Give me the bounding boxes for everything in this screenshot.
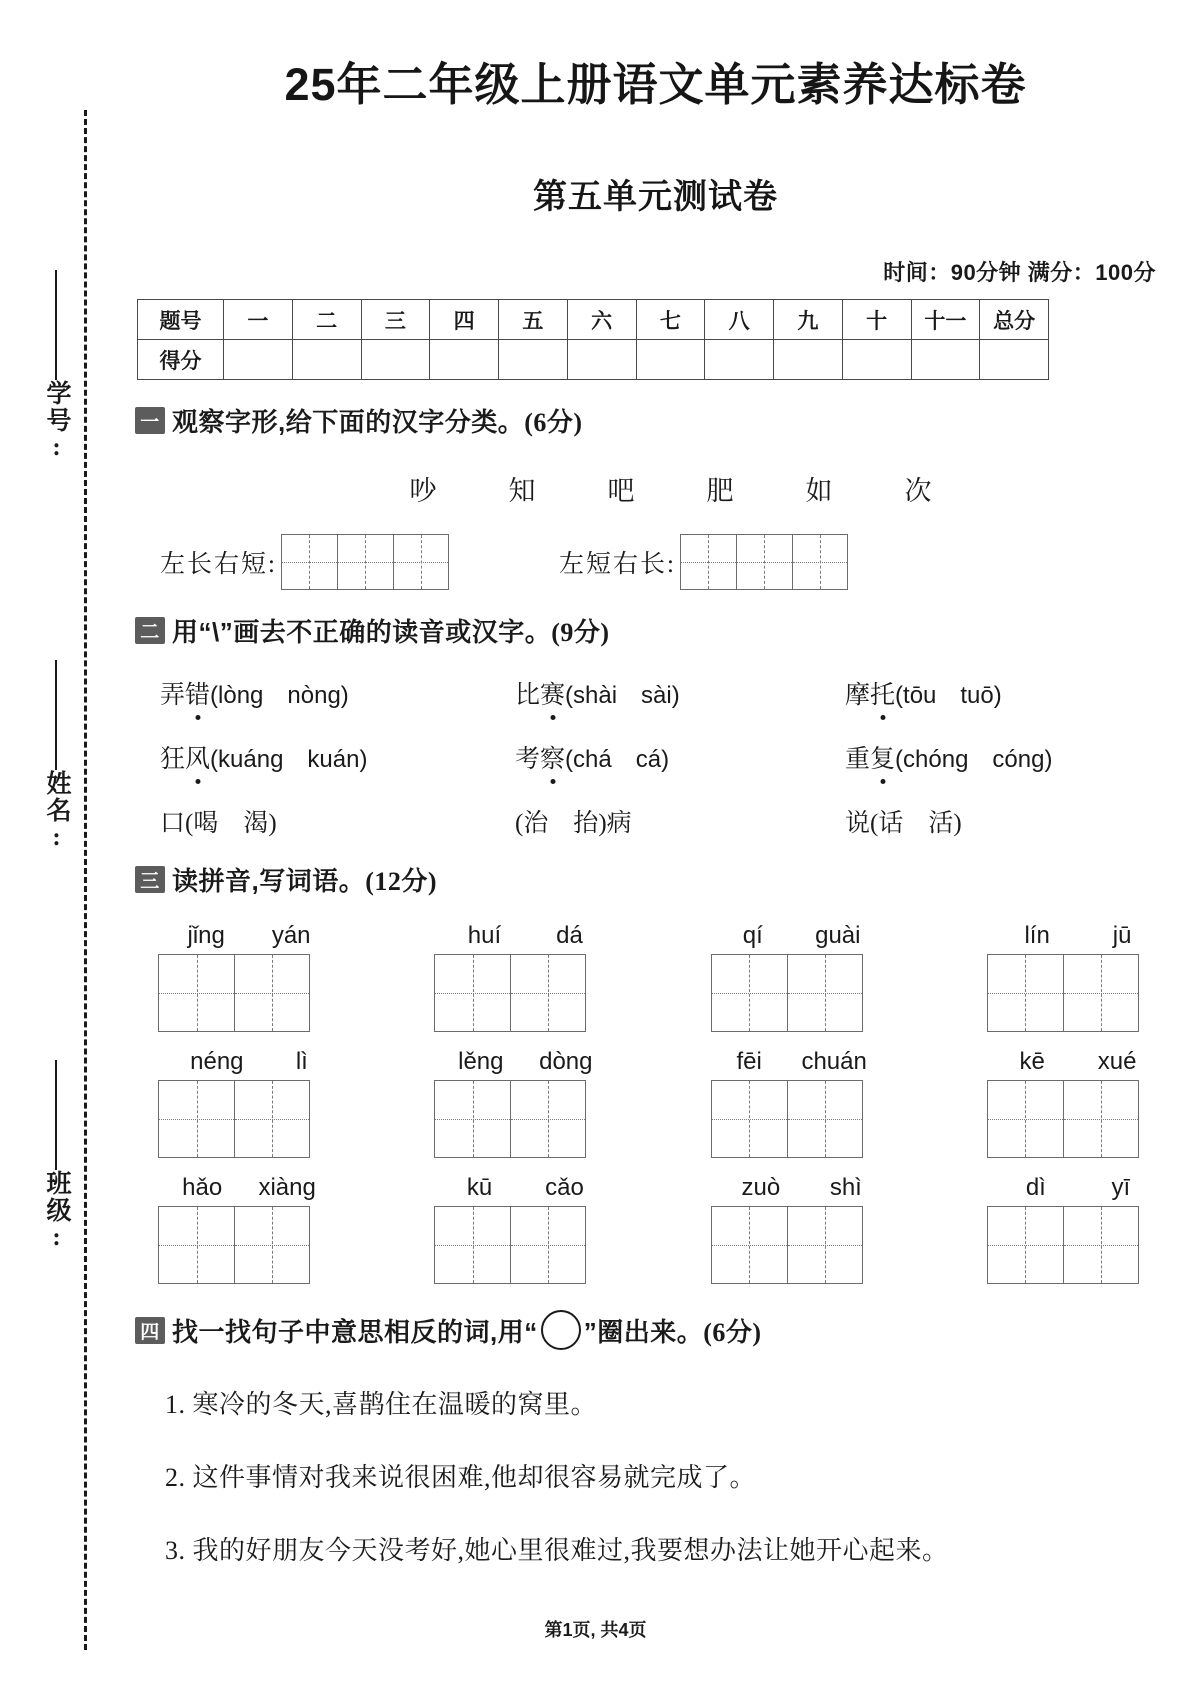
grid-cell[interactable] [1063,1080,1139,1158]
score-cell-2[interactable] [292,340,361,380]
grid-cell[interactable] [434,954,510,1032]
write-pinyin [158,1174,340,1202]
q2-word-pre: 考 [515,746,541,773]
grid-cell[interactable] [234,954,310,1032]
write-item[interactable] [711,922,893,1032]
grid-cell[interactable] [158,954,234,1032]
pinyin-syllable: cǎo [545,1174,584,1201]
grid-cell[interactable] [787,1080,863,1158]
row-label-score: 得分 [138,340,224,380]
exam-meta-info: 时间：90分钟 满分：100分 [883,260,1156,285]
q2-item[interactable] [845,803,1191,839]
write-row [120,1048,1191,1158]
student-id-write-line [55,270,57,380]
exam-page [120,0,1191,1684]
write-pinyin [711,1048,893,1076]
row-label-question-no: 题号 [138,300,224,340]
question-4-text-after: ”圈出来。 [583,1316,704,1347]
page-subtitle: 第五单元测试卷 [533,178,778,216]
q2-word-dot: 托 [870,675,895,711]
pinyin-syllable: lěng [458,1048,504,1075]
grid-cell[interactable] [234,1080,310,1158]
question-4-heading [135,1310,1191,1350]
char-item: 如 [805,476,833,506]
write-row [120,922,1191,1032]
sentence-item[interactable]: 3. 我的好朋友今天没考好,她心里很难过,我要想办法让她开心起来。 [165,1536,949,1565]
score-cell-total[interactable] [980,340,1049,380]
write-grid[interactable] [434,1080,616,1158]
grid-cell[interactable] [711,1206,787,1284]
write-pinyin [711,1174,893,1202]
question-3-points: (12分) [365,867,438,896]
score-cell-3[interactable] [361,340,430,380]
pinyin-syllable: néng [190,1048,244,1075]
grid-cell[interactable] [680,534,736,590]
q2-choices[interactable]: (治 抬) [515,810,607,837]
q2-word-dot: 错 [185,675,210,711]
col-header-9: 九 [774,300,843,340]
pinyin-syllable: kē [1019,1048,1045,1075]
pinyin-syllable: dá [556,922,583,949]
write-grid[interactable] [987,1206,1169,1284]
score-cell-8[interactable] [705,340,774,380]
q2-item[interactable] [160,803,515,839]
grid-cell[interactable] [1063,954,1139,1032]
question-1-character-list [120,469,1191,508]
write-item[interactable] [158,922,340,1032]
q2-item[interactable] [515,803,845,839]
write-grid[interactable] [711,954,893,1032]
question-1-text: 观察字形,给下面的汉字分类。 [172,407,525,437]
score-cell-4[interactable] [430,340,499,380]
col-header-5: 五 [499,300,568,340]
pinyin-syllable: lín [1024,922,1050,949]
write-item[interactable] [158,1174,340,1284]
write-pinyin [434,1048,616,1076]
pinyin-syllable: dòng [539,1048,593,1075]
circle-icon [541,1310,581,1350]
pinyin-syllable: chuán [801,1048,867,1075]
q2-choices[interactable]: (喝 渴) [185,810,277,837]
write-pinyin [987,922,1169,950]
score-cell-1[interactable] [224,340,293,380]
col-header-10: 十 [842,300,911,340]
pinyin-syllable: qí [742,922,763,949]
group-label-left-short: 左短右长: [558,551,676,578]
grid-cell[interactable] [281,534,337,590]
grid-cell[interactable] [234,1206,310,1284]
binding-margin [0,0,120,1684]
group-label-left-long: 左长右短: [160,551,277,578]
score-table [137,299,1049,380]
col-header-6: 六 [567,300,636,340]
q2-item[interactable] [160,675,515,711]
student-class-field[interactable] [34,1060,78,1253]
q2-item[interactable] [515,739,845,775]
q2-item[interactable] [515,675,845,711]
grid-cell[interactable] [792,534,848,590]
q2-word-pre: 弄 [160,682,186,709]
write-pinyin [158,1048,340,1076]
question-4-text-before: 找一找句子中意思相反的词,用“ [172,1316,538,1347]
q2-word-pre: 口 [160,810,186,837]
q2-word-pre: 说 [845,810,871,837]
grid-cell[interactable] [337,534,393,590]
student-name-label: 姓名: [43,770,70,853]
answer-grid-left-short[interactable] [680,534,848,590]
question-3-text: 读拼音,写词语。 [172,866,366,896]
write-item[interactable] [434,1174,616,1284]
q2-word-pre: 摩 [845,682,871,709]
pinyin-syllable: dì [1025,1174,1046,1201]
answer-grid-left-long[interactable] [281,534,449,590]
question-2-text: 用“\”画去不正确的读音或汉字。 [172,617,552,647]
write-grid[interactable] [711,1080,893,1158]
write-grid[interactable] [987,1080,1169,1158]
q2-choices[interactable]: (chóng cóng) [895,746,1053,773]
pinyin-syllable: yī [1111,1174,1131,1201]
grid-cell[interactable] [711,954,787,1032]
question-1-badge: 一 [135,407,165,434]
pinyin-syllable: fēi [736,1048,762,1075]
grid-cell[interactable] [510,1080,586,1158]
table-row-score [138,340,1049,380]
score-cell-10[interactable] [842,340,911,380]
write-grid[interactable] [434,1206,616,1284]
student-id-field[interactable] [34,270,78,463]
write-item[interactable] [158,1048,340,1158]
question-4-badge: 四 [135,1317,165,1344]
write-pinyin [434,922,616,950]
write-grid[interactable] [158,954,340,1032]
char-item: 肥 [706,476,734,506]
page-title: 25年二年级上册语文单元素养达标卷 [284,59,1027,110]
q2-word-post: 病 [606,810,632,837]
write-item[interactable] [434,1048,616,1158]
question-4-sentences [165,1384,1191,1567]
question-2-points: (9分) [551,618,610,647]
grid-cell[interactable] [987,1080,1063,1158]
q2-word-pre: 重 [845,746,871,773]
q2-word-dot: 赛 [540,675,565,711]
student-id-label: 学号: [43,380,70,463]
q2-item[interactable] [845,675,1191,711]
grid-cell[interactable] [510,1206,586,1284]
score-cell-11[interactable] [911,340,980,380]
grid-cell[interactable] [787,1206,863,1284]
sentence-item[interactable]: 1. 寒冷的冬天,喜鹊住在温暖的窝里。 [165,1390,598,1419]
grid-cell[interactable] [711,1080,787,1158]
grid-cell[interactable] [434,1080,510,1158]
pinyin-syllable: shì [829,1174,862,1201]
q2-choices[interactable]: (tōu tuō) [895,682,1002,709]
score-cell-9[interactable] [774,340,843,380]
write-pinyin [987,1048,1169,1076]
write-pinyin [434,1174,616,1202]
q2-choices[interactable]: (chá cá) [565,746,670,773]
question-1-heading [135,402,1191,439]
write-item[interactable] [987,1048,1169,1158]
col-header-11: 十一 [911,300,980,340]
grid-cell[interactable] [1063,1206,1139,1284]
pinyin-syllable: hǎo [182,1174,223,1201]
pinyin-syllable: zuò [741,1174,781,1201]
char-item: 吵 [409,476,437,506]
col-header-2: 二 [292,300,361,340]
student-class-label: 班级: [43,1170,70,1253]
pinyin-syllable: huí [467,922,502,949]
char-item: 知 [508,476,536,506]
pinyin-syllable: xiàng [258,1174,316,1201]
question-2-badge: 二 [135,617,165,644]
question-3-badge: 三 [135,866,165,893]
grid-cell[interactable] [393,534,449,590]
question-1-points: (6分) [524,408,583,437]
q2-word-dot: 风 [185,739,210,775]
col-header-3: 三 [361,300,430,340]
student-name-field[interactable] [34,660,78,853]
question-2-items [160,675,1191,839]
write-item[interactable] [987,1174,1169,1284]
grid-cell[interactable] [787,954,863,1032]
write-row [120,1174,1191,1284]
q2-word-pre: 比 [515,682,541,709]
question-4-points: (6分) [703,1317,762,1347]
col-header-1: 一 [224,300,293,340]
score-cell-6[interactable] [567,340,636,380]
grid-cell[interactable] [510,954,586,1032]
grid-cell[interactable] [987,1206,1063,1284]
table-row-header [138,300,1049,340]
cut-dashed-line [84,110,87,1650]
page-footer: 第1页, 共4页 [544,1620,647,1640]
score-cell-5[interactable] [499,340,568,380]
question-3-answer-area [120,922,1191,1284]
student-name-write-line [55,660,57,770]
col-header-total: 总分 [980,300,1049,340]
pinyin-syllable: guài [815,922,861,949]
write-item[interactable] [987,922,1169,1032]
write-item[interactable] [434,922,616,1032]
q2-choices[interactable]: (kuáng kuán) [210,746,368,773]
q2-choices[interactable]: (shài sài) [565,682,680,709]
pinyin-syllable: jǐng [187,922,225,949]
write-grid[interactable] [987,954,1169,1032]
write-grid[interactable] [434,954,616,1032]
write-pinyin [158,922,340,950]
question-2-heading [135,612,1191,649]
write-grid[interactable] [158,1080,340,1158]
write-grid[interactable] [158,1206,340,1284]
char-item: 吧 [607,476,635,506]
col-header-8: 八 [705,300,774,340]
col-header-7: 七 [636,300,705,340]
write-item[interactable] [711,1048,893,1158]
col-header-4: 四 [430,300,499,340]
pinyin-syllable: jū [1112,922,1132,949]
q2-item[interactable] [845,739,1191,775]
q2-word-pre: 狂 [160,746,186,773]
q2-word-dot: 察 [540,739,565,775]
pinyin-syllable: yán [271,922,311,949]
pinyin-syllable: lì [295,1048,308,1075]
char-item: 次 [904,476,932,506]
grid-cell[interactable] [158,1206,234,1284]
q2-item[interactable] [160,739,515,775]
sentence-item[interactable]: 2. 这件事情对我来说很困难,他却很容易就完成了。 [165,1463,757,1492]
pinyin-syllable: kū [466,1174,493,1201]
write-pinyin [987,1174,1169,1202]
score-cell-7[interactable] [636,340,705,380]
q2-word-dot: 复 [870,739,895,775]
grid-cell[interactable] [434,1206,510,1284]
write-pinyin [711,922,893,950]
grid-cell[interactable] [158,1080,234,1158]
pinyin-syllable: xué [1097,1048,1137,1075]
grid-cell[interactable] [987,954,1063,1032]
grid-cell[interactable] [736,534,792,590]
write-item[interactable] [711,1174,893,1284]
q2-choices[interactable]: (话 活) [870,810,962,837]
question-1-answer-area [120,534,1191,590]
write-grid[interactable] [711,1206,893,1284]
q2-choices[interactable]: (lòng nòng) [210,682,349,709]
question-3-heading [135,861,1191,898]
student-class-write-line [55,1060,57,1170]
